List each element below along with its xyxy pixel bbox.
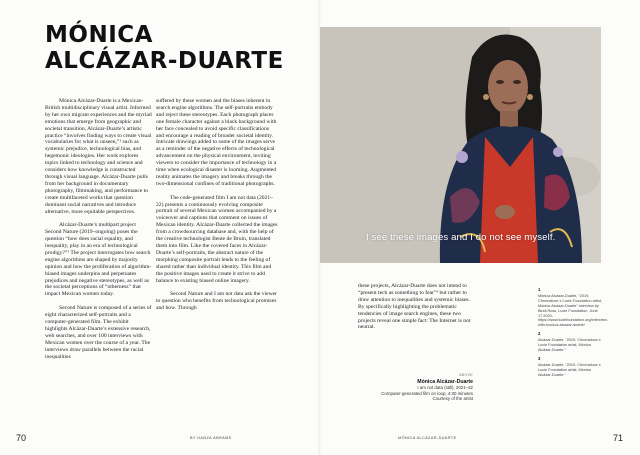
portrait-illustration (320, 27, 601, 263)
footnotes (538, 287, 608, 382)
running-footer-right: MÓNICA ALCÁZAR-DUARTE (398, 436, 457, 440)
caption-medium: Computer-generated film on loop, 4:30 minutes (381, 390, 473, 396)
body-column-2 (156, 98, 278, 319)
footnote-text: Alcázar-Duarte, “2019, Chromaluxe x Lucie Foundation artist, Mónica Alcázar-Duarte.” (538, 338, 601, 352)
page-number-left: 70 (16, 433, 27, 443)
paragraph: Second Nature is composed of a series of eight characterized self-portraits and a computer-generated film. The exhibit highlights Alcázar-Duarte’s extensive research, web searches, and over 100 interviews with Mexican women over the course of a year. The interviews draw parallels between the racial inequalities (45, 305, 152, 360)
caption-label: ABOVE (459, 373, 473, 377)
paragraph: The code-generated film I am not data (2021–22) presents a continuously evolving composite portrait of several Mexican women accompanied by a voiceover and captions that comment on issues of Mexican identity. Alcázar-Duarte collected the images from a crowdsourcing database and, with the help of the creative technologist Bente de Bruin, translated them into film. Like the covered faces in Alcázar-Duarte’s self-portraits, the abstract nature of the morphing composite portrait lends to the feeling of shared rather than individual identity. This film and the positive images used to create it strive to add balance to existing biased online imagery. (156, 194, 278, 284)
paragraph: suffered by these women and the biases inherent in search engine algorithms. The self-portraits embody and reject these stereotypes. Each photograph places one female character against a black background with her face concealed to avoid specific classifications and encourage a reading of broader societal identity. Intricate drawings added to some of the images serve as a reminder of the negative effects of technological advancement on the physical environment, inviting viewers to consider the importance of technology in a time when ecological disaster is looming. Augmented reality animates the imagery and breaks through the two-dimensional confines of traditional photographs. (156, 98, 277, 187)
page-number-right: 71 (612, 433, 623, 443)
paragraph: these projects, Alcázar-Duarte does not intend to “present tech as something to fear”³ but rather to draw attention to inequalities and systemic biases. By specifically highlighting the problematic tendencies of image search engines, these two projects reveal one simple fact: The Internet is not neutral. (358, 283, 471, 331)
paragraph: Mónica Alcázar-Duarte is a Mexican-British multidisciplinary visual artist. Informed by her own migrant experiences and the myriad emotions that emerge from geographic and societal transition, Alcázar-Duarte’s artistic practice “involves finding ways to create visual vocabularies for what is unseen,”¹ such as systemic prejudice, technological bias, and hegemonic ideologies. Her work explores topics linked to technology and science and considers how knowledge is constructed through visual language. Alcázar-Duarte pulls from her background in documentary photography, filmmaking, and performance to create multifaceted works that question dominant social narratives and introduce alternative, more equitable perspectives. (45, 98, 152, 215)
caption-artist: Mónica Alcázar-Duarte (417, 378, 473, 385)
caption-credit: Courtesy of the artist (432, 396, 473, 402)
artwork-still-photo (320, 27, 601, 263)
footnote-number: 3 (538, 355, 541, 361)
footnote (538, 357, 602, 378)
photo-caption-quote: I see these images and I do not see myself. (366, 232, 556, 243)
footnote-number: 2 (538, 331, 541, 337)
footnote (538, 287, 608, 328)
running-footer-left: BY HANZA ABRAMS (190, 436, 232, 440)
footnote-text: Mónica Alcázar-Duarte, “2019, Chromaluxe x Lucie Foundation artist, Mónica Alcázar-Duarte” interview by Bindi Ross, Lucie Foundation, June 17 2020, https://www.luciefoundation.org/interview-with-monica-alcazar-duarte/ (538, 293, 608, 328)
paragraph: Second Nature and I am not data ask the viewer to question who benefits from technological promises and how. Through (156, 291, 278, 312)
title-line-2: ALCÁZAR-DUARTE (45, 48, 284, 74)
body-column-3 (358, 283, 473, 338)
artist-title (45, 22, 284, 74)
footnote (538, 332, 602, 353)
title-line-1: MÓNICA (45, 22, 153, 48)
paragraph: Alcázar-Duarte’s multipart project Second Nature (2019–ongoing) poses the question “how does racial equality, and inequality, play in an era of technological prodigy?”² The project interrogates how search engine algorithms are shaped by majority opinion and how the proliferation of algorithm-biased images underpins and perpetuates prejudices and negative stereotypes, as well as the societal perceptions of “otherness” that impact Mexican women today. (45, 222, 152, 298)
footnote-number: 1 (538, 287, 541, 292)
image-caption (378, 373, 473, 402)
caption-work: I am not data (still), 2021–22 (417, 385, 473, 390)
footnote-text: Alcázar-Duarte, “2019, Chromaluxe x Lucie Foundation artist, Mónica Alcázar-Duarte.” (538, 362, 601, 377)
body-column-1 (45, 98, 152, 367)
